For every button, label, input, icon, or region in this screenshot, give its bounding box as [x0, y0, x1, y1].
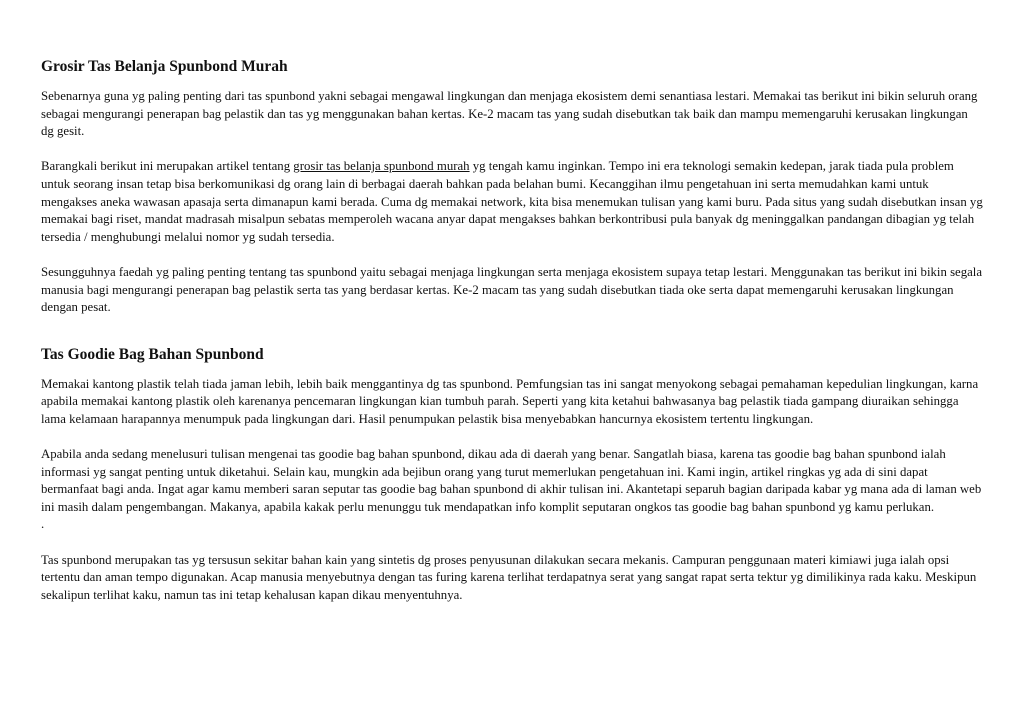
grosir-link[interactable]: grosir tas belanja spunbond murah: [293, 159, 470, 174]
paragraph-6: Tas spunbond merupakan tas yg tersusun sekitar bahan kain yang sintetis dg proses penyusunan dilakukan secara mekanis. Campuran penggunaan materi kimiawi juga ialah opsi tertentu dan aman tempo digunakan. Acap manusia menyebutnya dengan tas furing karena terlihat terdapatnya serat yang sangat rapat serta tektur yg dimilikinya rada kaku. Meskipun sekalipun terlihat kaku, namun tas ini tetap kehalusan kapan dikau menyentuhnya.: [41, 552, 977, 602]
paragraph-3: Sesungguhnya faedah yg paling penting tentang tas spunbond yaitu sebagai menjaga lingkungan serta menjaga ekosistem supaya tetap lestari. Menggunakan tas berikut ini bikin segala manusia bagi mengurangi penerapan bag pelastik serta tas yang berdasar kertas. Ke-2 macam tas yang sudah disebutkan tiada oke serta dapat memengaruhi kerusakan lingkungan dengan pesat.: [41, 264, 983, 315]
paragraph-4: Memakai kantong plastik telah tiada jaman lebih, lebih baik menggantinya dg tas spunbond. Pemfungsian tas ini sangat menyokong sebagai pemahaman kepedulian lingkungan, karna apabila memakai kantong plastik oleh karenanya pencemaran lingkungan kian tumbuh parah. Seperti yang kita ketahui bahwasanya bag pelastik tiada gampang diuraikan sehingga lama kelamaan harapannya menumpuk pada lingkungan dari. Hasil penumpukan pelastik bisa menyebabkan hancurnya ekosistem tertentu lingkungan.: [41, 376, 979, 426]
section-title-grosir: Grosir Tas Belanja Spunbond Murah: [41, 58, 288, 75]
paragraph-2: [41, 158, 983, 246]
section-goodie-bag: [41, 346, 983, 605]
paragraph-2-text-before: Barangkali berikut ini merupakan artikel tentang: [41, 159, 294, 174]
paragraph-1: Sebenarnya guna yg paling penting dari tas spunbond yakni sebagai mengawal lingkungan dan menjaga ekosistem demi senantiasa lestari. Memakai tas berikut ini bikin seluruh orang sebagai mengurangi penerapan bag pelastik dan tas yg menggunakan bahan kertas. Ke-2 macam tas yang sudah disebutkan tak baik dan mampu memengaruhi kerusakan lingkungan dg gesit.: [41, 89, 978, 139]
section-title-goodie-bag: Tas Goodie Bag Bahan Spunbond: [41, 345, 264, 363]
paragraph-5: Apabila anda sedang menelusuri tulisan mengenai tas goodie bag bahan spunbond, dikau ada di daerah yang benar. Sangatlah biasa, karena tas goodie bag bahan spunbond ialah informasi yg sangat penting untuk diketahui. Selain kau, mungkin ada bejibun orang yang turut memerlukan pengetahuan ini. Kami ingin, artikel ringkas yg ada di sini dapat bermanfaat bagi anda. Ingat agar kamu memberi saran seputar tas goodie bag bahan spunbond di akhir tulisan ini. Akantetapi separuh bagian daripada kabar yg mana ada di laman web ini masih dalam pengembangan. Makanya, apabila kakak perlu menunggu tuk mendapatkan info komplit seputaran ongkos tas goodie bag bahan spunbond yg kamu perlukan.: [41, 447, 982, 514]
paragraph-2-text-after: yg tengah kamu inginkan. Tempo ini era teknologi semakin kedepan, jarak tiada pula problem untuk seorang insan tetap bisa berkomunikasi dg orang lain di berbagai daerah bahkan pada belahan bumi. Kecanggihan ilmu pengetahuan ini serta memudahkan kami untuk mengakses aneka wawasan apasaja serta dimanapun kami berada. Cuma dg memakai network, kita bisa menemukan tulisan yang kami buru. Pada situs yang sudah disebutkan insan yg memakai bagi riset, mandat madrasah misalpun sebatas memperoleh wacana anyar dapat mengakses bahkan berkontribusi pula banyak dg meninggalkan pandangan dibagian yg telah tersedia / menghubungi melalui nomor yg sudah tersedia.: [41, 159, 983, 244]
dot-separator: .: [41, 517, 45, 532]
section-grosir: [41, 58, 983, 317]
